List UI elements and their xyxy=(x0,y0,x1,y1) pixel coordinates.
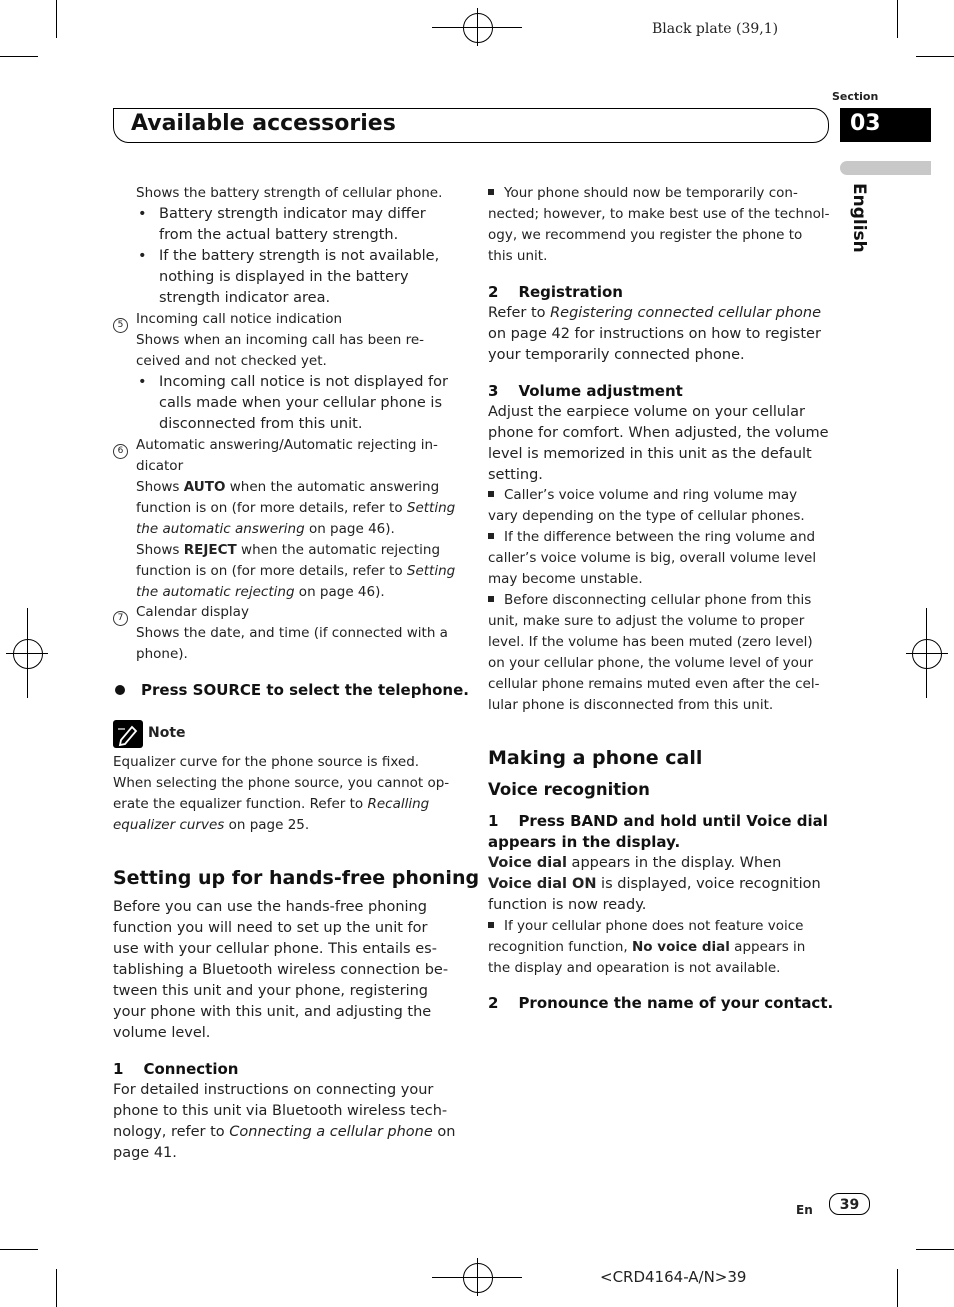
voice-step-2: 2 Pronounce the name of your contact. xyxy=(488,994,834,1012)
volume-notes xyxy=(488,485,833,716)
no-voice-dial-note: If your cellular phone does not feature voice recognition function, No voice dial appears in the display and opearation is not available. xyxy=(488,918,806,976)
step-heading-volume: 3 Volume adjustment xyxy=(488,382,683,400)
crop-mark xyxy=(916,1249,954,1250)
list-item: • If the battery strength is not available, nothing is displayed in the battery strength indicator area. xyxy=(138,248,440,306)
document-code: <CRD4164-A/N>39 xyxy=(600,1268,747,1286)
item-number-5: 5 xyxy=(113,312,128,333)
bullet-dot xyxy=(115,685,125,695)
battery-bullet-list xyxy=(138,204,459,309)
page-number-box xyxy=(829,1193,870,1215)
crop-mark xyxy=(56,1269,57,1307)
connection-text: For detailed instructions on connecting your phone to this unit via Bluetooth wireless tech- nology, refer to Connecting a cellular phone on page 41. xyxy=(113,1082,456,1161)
section-heading-setup: Setting up for hands-free phoning xyxy=(113,867,480,889)
title-bar xyxy=(113,108,829,143)
footer-language: En xyxy=(796,1203,813,1217)
item-number-7: 7 xyxy=(113,605,128,626)
list-item: Before disconnecting cellular phone from this unit, make sure to adjust the volume to proper level. If the volume has been muted (zero level) on your cellular phone, the volume level of your cellular phone remains muted even after the cel- lular phone is disconnected from this unit. xyxy=(488,592,820,713)
section-heading-phone-call: Making a phone call xyxy=(488,747,703,769)
note-label: Note xyxy=(148,725,186,741)
press-source-instruction: Press SOURCE to select the telephone. xyxy=(141,681,469,699)
voice-dial-text: Voice dial appears in the display. When Voice dial ON is displayed, voice recognition function is now ready. xyxy=(488,855,821,913)
note-icon xyxy=(113,720,143,748)
voice-step-1: 1 Press BAND and hold until Voice dial appears in the display. xyxy=(488,812,828,851)
crop-mark xyxy=(897,0,898,38)
crop-mark xyxy=(897,1269,898,1307)
item-auto-answer-indicator: Automatic answering/Automatic rejecting in- dicator Shows AUTO when the automatic answering function is on (for more details, refer to Setting the automatic answering on page 46). Shows REJECT when the automatic rejecting function is on (for more details, refer to Setting the automatic rejecting on page 46). xyxy=(136,437,456,600)
page-title: Available accessories xyxy=(131,111,396,136)
item-calendar-display: Calendar display Shows the date, and time (if connected with a phone). xyxy=(136,604,448,662)
list-item: • Incoming call notice is not displayed for calls made when your cellular phone is disconnected from this unit. xyxy=(138,374,448,432)
page-number: 39 xyxy=(839,1197,860,1213)
language-tab: English xyxy=(849,183,869,253)
crop-mark xyxy=(0,1249,38,1250)
list-item: • Battery strength indicator may differ from the actual battery strength. xyxy=(138,206,426,243)
note-text: Equalizer curve for the phone source is fixed. When selecting the phone source, you cannot op- erate the equalizer function. Refer to Recalling equalizer curves on page 25. xyxy=(113,754,450,833)
battery-description: Shows the battery strength of cellular phone. xyxy=(136,185,443,201)
list-item: Caller’s voice volume and ring volume may vary depending on the type of cellular phones. xyxy=(488,487,805,524)
crop-mark xyxy=(916,56,954,57)
setup-paragraph: Before you can use the hands-free phoning function you will need to set up the unit for use with your cellular phone. This entails es- tablishing a Bluetooth wireless connection be- tween this unit and your phone, registering your phone with this unit, and adjusting the volume level. xyxy=(113,899,449,1041)
step-heading-registration: 2 Registration xyxy=(488,283,623,301)
crop-mark xyxy=(0,56,38,57)
section-number-box xyxy=(840,108,931,142)
registration-text: Refer to Registering connected cellular phone on page 42 for instructions on how to register your temporarily connected phone. xyxy=(488,305,822,363)
subheading-voice-recognition: Voice recognition xyxy=(488,780,650,799)
item-incoming-call: Incoming call notice indication Shows when an incoming call has been re- ceived and not checked yet. xyxy=(136,311,425,369)
plate-label: Black plate (39,1) xyxy=(652,21,779,37)
section-number: 03 xyxy=(850,111,881,136)
item-number-6: 6 xyxy=(113,438,128,459)
language-tab-bar xyxy=(840,161,931,175)
crop-mark xyxy=(56,0,57,38)
step-heading-connection: 1 Connection xyxy=(113,1060,239,1078)
list-item: If the difference between the ring volume and caller’s voice volume is big, overall volume level may become unstable. xyxy=(488,529,817,587)
section-label: Section xyxy=(832,90,879,103)
volume-text: Adjust the earpiece volume on your cellular phone for comfort. When adjusted, the volume level is memorized in this unit as the default setting. xyxy=(488,404,829,483)
temporary-connection-note: Your phone should now be temporarily con- nected; however, to make best use of the technol- ogy, we recommend you register the phone to this unit. xyxy=(488,185,830,264)
